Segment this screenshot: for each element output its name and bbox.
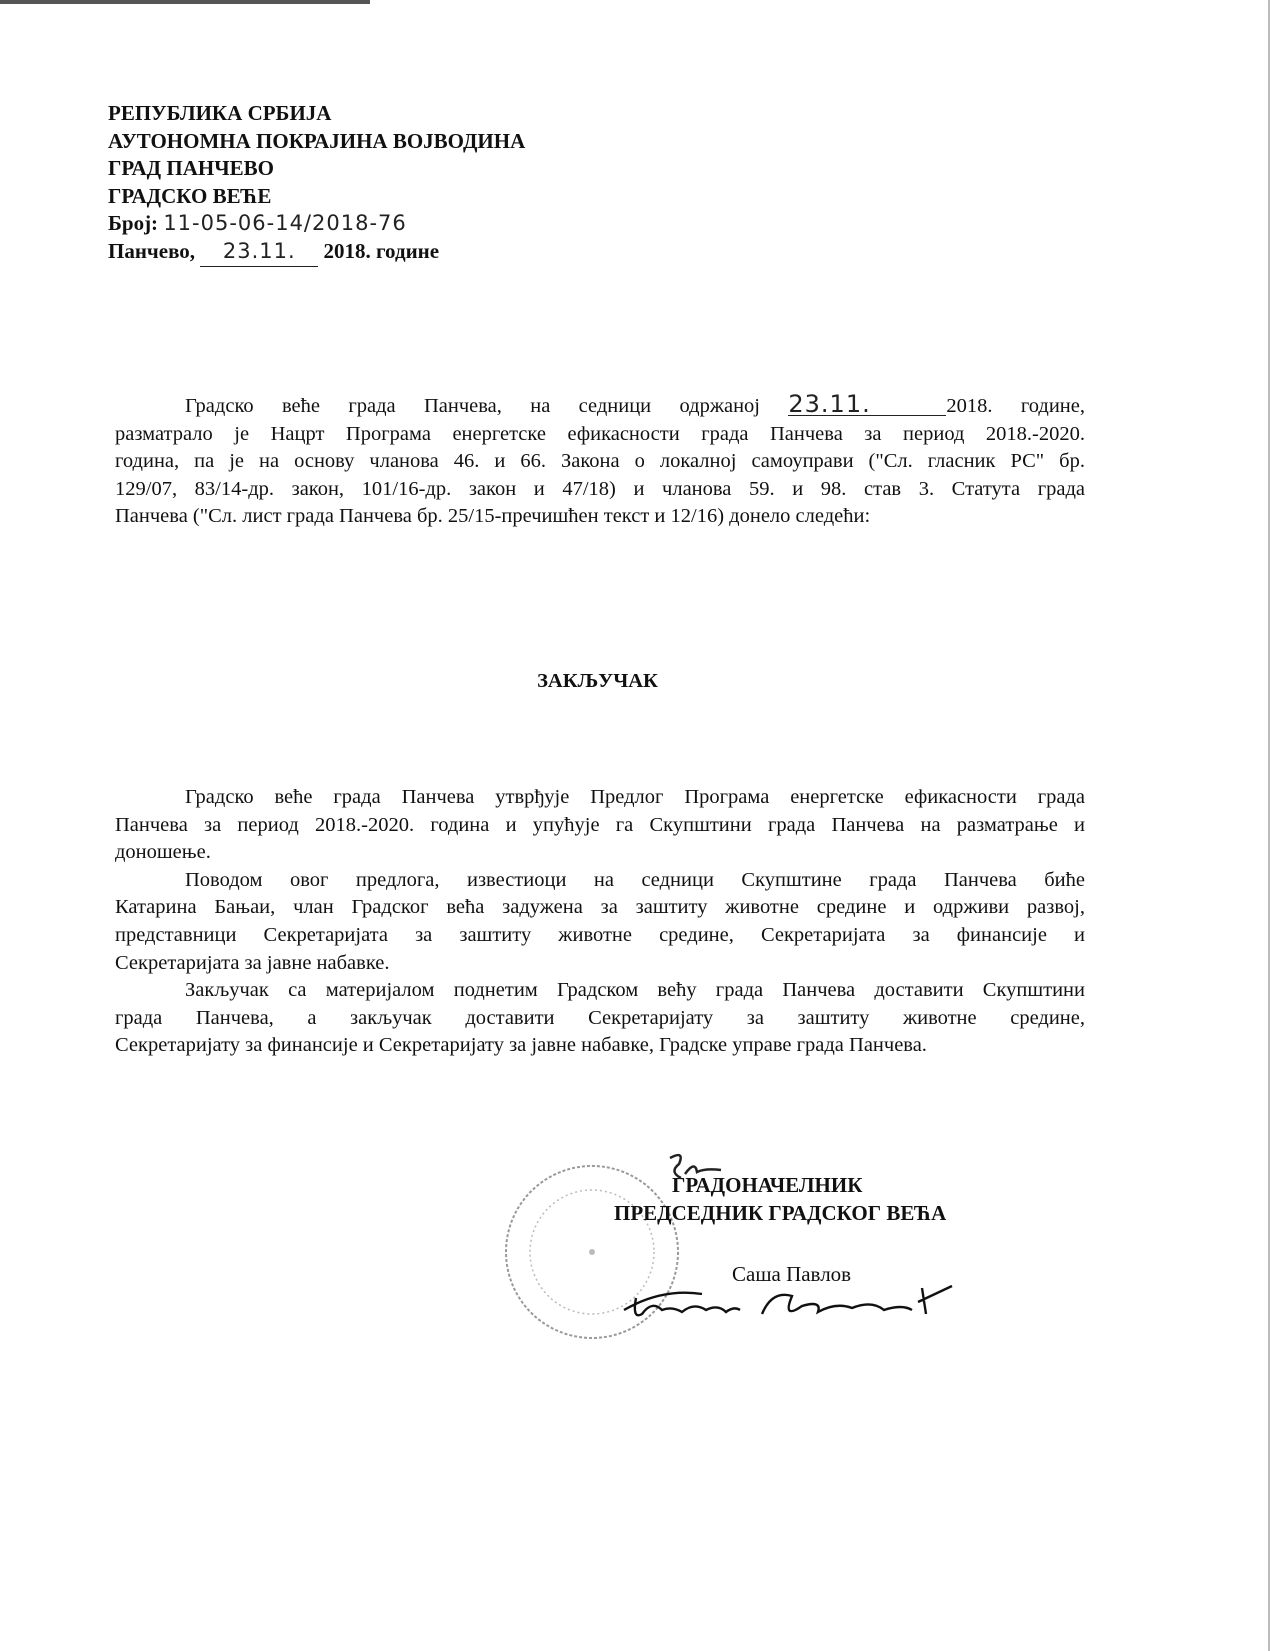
signatory-name: Саша Павлов [732, 1262, 852, 1286]
body-line: Панчева за период 2018.-2020. година и упућује га Скупштини града Панчева на разматрање и [115, 813, 1085, 836]
body-line: Секретаријату за финансије и Секретаријату за јавне набавке, Градске управе града Панчева. [115, 1034, 927, 1057]
proxy-mark-handwritten [665, 1150, 725, 1190]
letterhead [108, 100, 525, 267]
intro-line [115, 390, 1086, 421]
body-line: доношење. [115, 841, 211, 864]
handwritten-signature [622, 1280, 962, 1330]
signatory-title-2: ПРЕДСЕДНИК ГРАДСКОГ ВЕЋА [614, 1201, 947, 1225]
letterhead-line: АУТОНОМНА ПОКРАЈИНА ВОЈВОДИНА [108, 128, 526, 153]
body-paragraph-1 [115, 784, 1085, 1060]
letterhead-line: ГРАДСКО ВЕЋЕ [108, 183, 272, 208]
number-value-handwritten: 11-05-06-14/2018-76 [163, 211, 407, 236]
body-line: представници Секретаријата за заштиту животне средине, Секретаријата за финансије и [115, 923, 1085, 946]
intro-line: разматрало је Нацрт Програма енергетске ефикасности града Панчева за период 2018.-2020. [115, 422, 1085, 445]
body-line: Секретаријата за јавне набавке. [115, 951, 390, 974]
session-date-handwritten: 23.11. [788, 393, 946, 416]
intro-line: Панчева ("Сл. лист града Панчева бр. 25/15-пречишћен текст и 12/16) донело следећи: [115, 505, 871, 528]
place-label: Панчево, [108, 238, 196, 263]
intro-line: година, па је на основу чланова 46. и 66. Закона о локалној самоуправи ("Сл. гласник РС" бр. [115, 450, 1085, 473]
document-date [108, 238, 525, 267]
body-line: града Панчева, а закључак доставити Секретаријату за заштиту животне средине, [115, 1006, 1085, 1029]
body-line: Закључак са материјалом поднетим Градском већу града Панчева доставити Скупштини [185, 979, 1085, 1002]
body-line: Поводом овог предлога, известиоци на седници Скупштине града Панчева биће [185, 868, 1085, 891]
body-line: Катарина Бањаи, члан Градског већа задужена за заштиту животне средине и одрживи развој, [115, 896, 1085, 919]
scan-edge-top [0, 0, 370, 4]
intro-text: 2018. године, [946, 395, 1086, 417]
scan-edge-right [1268, 0, 1270, 1651]
intro-line: 129/07, 83/14-др. закон, 101/16-др. закон и 47/18) и чланова 59. и 98. став 3. Статута града [115, 477, 1085, 500]
number-label: Број: [108, 211, 159, 236]
signatory-title-1: ГРАДОНАЧЕЛНИК [672, 1173, 863, 1197]
letterhead-line: РЕПУБЛИКА СРБИЈА [108, 101, 332, 125]
year-suffix: 2018. године [323, 238, 440, 263]
document-number [108, 210, 525, 238]
intro-text: Градско веће града Панчева, на седници одржаној [185, 395, 761, 417]
intro-paragraph [115, 390, 1086, 531]
body-line: Градско веће града Панчева утврђује Предлог Програма енергетске ефикасности града [185, 786, 1085, 808]
date-handwritten: 23.11. [200, 238, 318, 267]
letterhead-line: ГРАД ПАНЧЕВО [108, 156, 274, 181]
document-title: ЗАКЉУЧАК [537, 670, 658, 692]
